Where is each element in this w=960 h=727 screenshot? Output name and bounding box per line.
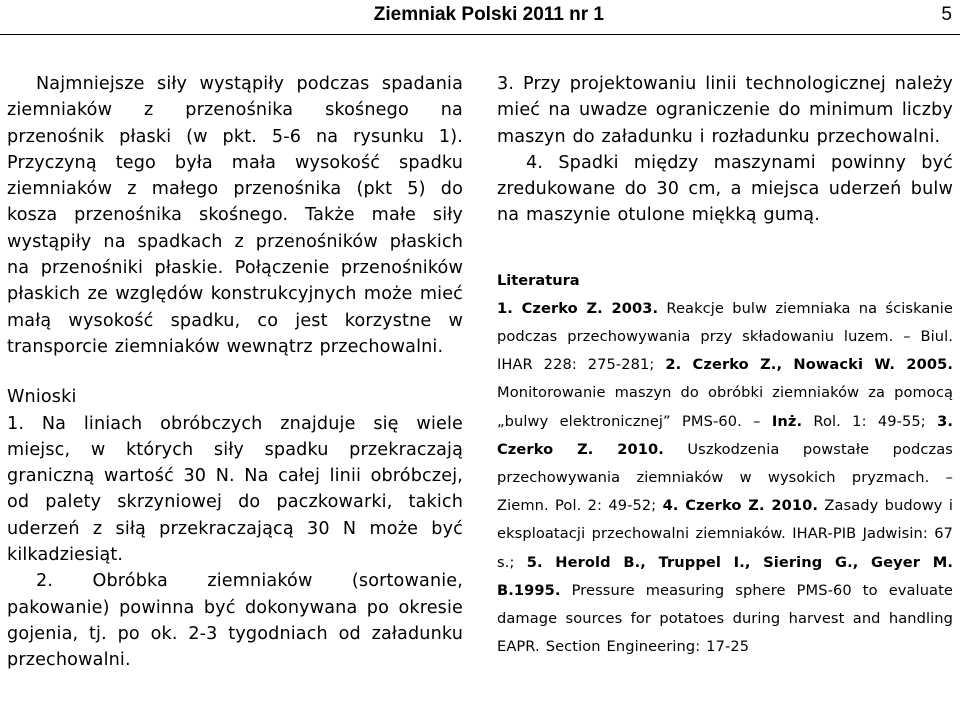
ref-1-author: 1. Czerko Z. 2003. <box>497 299 659 317</box>
ref-4-author: 4. Czerko Z. 2010. <box>662 497 819 515</box>
literature-heading: Literatura <box>497 271 580 289</box>
ref-5-text: Pressure measuring sphere PMS-60 to evaluate damage sources for potatoes during harvest and handling EAPR. Section Engineering: 17-25 <box>497 581 953 656</box>
conclusion-3: 3. Przy projektowaniu linii technologicznej należy mieć na uwadze ograniczenie do minimum liczby maszyn do załadunku i rozładunku przechowalni. <box>497 74 953 147</box>
conclusion-4: 4. Spadki między maszynami powinny być zredukowane do 30 cm, a miejsca uderzeń bulw na maszynie otulone miękką gumą. <box>497 152 953 226</box>
conclusions-heading: Wnioski <box>7 387 77 408</box>
left-column <box>7 71 463 674</box>
ref-2-text-b: Rol. 1: 49-55; <box>802 412 938 430</box>
page-number: 5 <box>941 4 952 25</box>
ref-3-text: Uszkodzenia powstałe podczas przechowywania ziemniaków w wysokich pryzmach. – Ziemn. Pol. 2: 49-52; <box>497 440 953 515</box>
ref-2-text: Monitorowanie maszyn do obróbki ziemniaków za pomocą „bulwy elektronicznej” PMS-60. – <box>497 384 953 430</box>
right-column <box>497 71 953 661</box>
conclusion-1: 1. Na liniach obróbczych znajduje się wiele miejsc, w których siły spadku przekraczają graniczną wartość 30 N. Na całej linii obróbczej, od palety skrzyniowej do paczkowarki, takich uderzeń z siłą przekraczającą 30 N może być kilkadziesiąt. <box>7 413 463 566</box>
conclusion-2: 2. Obróbka ziemniaków (sortowanie, pakowanie) powinna być dokonywana po okresie gojenia, tj. po ok. 2-3 tygodniach od załadunku przechowalni. <box>7 571 463 671</box>
reference-list <box>497 295 953 662</box>
ref-4-text: Zasady budowy i eksploatacji przechowalni ziemniaków. IHAR-PIB Jadwisin: 67 s.; <box>497 497 953 571</box>
ref-1-text: Reakcje bulw ziemniaka na ściskanie podczas przechowywania przy składowaniu luzem. – Biul. IHAR 228: 275-281; <box>497 299 953 374</box>
results-paragraph: Najmniejsze siły wystąpiły podczas spadania ziemniaków z przenośnika skośnego na przenośnik płaski (w pkt. 5-6 na rysunku 1). Przyczyną tego była mała wysokość spadku ziemniaków z małego przenośnika (pkt 5) do kosza przenośnika skośnego. Także małe siły wystąpiły na spadkach z przenośników płaskich na przenośniki płaskie. Połączenie przenośników płaskich ze względów konstrukcyjnych może mieć małą wysokość spadku, co jest korzystne w transporcie ziemniaków wewnątrz przechowalni. <box>7 74 463 357</box>
ref-3-author: 3. Czerko Z. 2010. <box>497 412 953 458</box>
header-divider <box>0 34 960 35</box>
ref-5-author: 5. Herold B., Truppel I., Siering G., Geyer M. B.1995. <box>497 553 953 599</box>
ref-2-journal: Inż. <box>771 412 803 430</box>
ref-2-author: 2. Czerko Z., Nowacki W. 2005. <box>665 356 954 374</box>
page-header <box>0 0 960 40</box>
journal-title: Ziemniak Polski 2011 nr 1 <box>373 4 604 25</box>
